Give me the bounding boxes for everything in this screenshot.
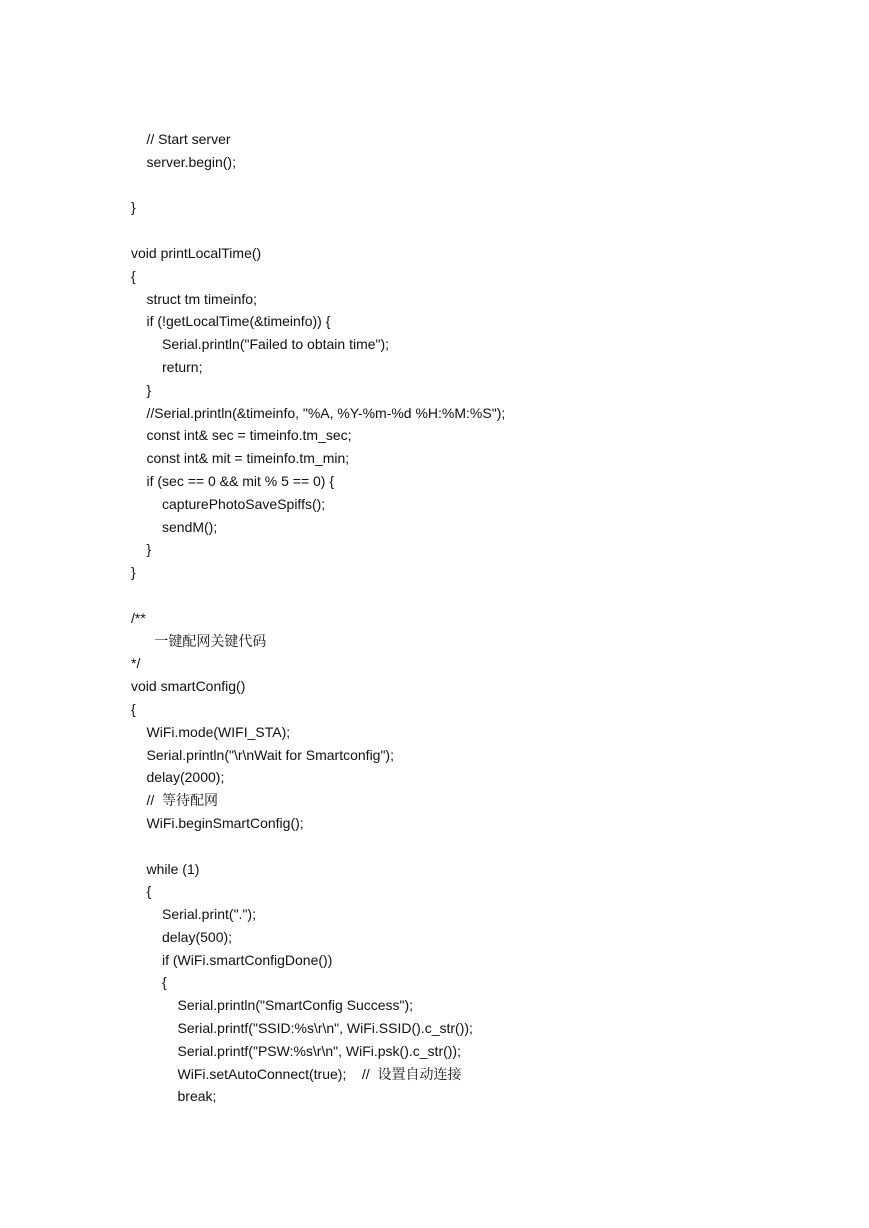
- code-line: Serial.printf("SSID:%s\r\n", WiFi.SSID().c_str());: [177, 1020, 473, 1037]
- code-line: void printLocalTime(): [131, 244, 262, 261]
- code-line: delay(2000);: [146, 769, 225, 786]
- code-line: }: [131, 564, 136, 581]
- code-line: {: [146, 883, 152, 900]
- code-line: const int& sec = timeinfo.tm_sec;: [146, 427, 352, 444]
- code-line: {: [162, 974, 167, 991]
- code-line: [131, 219, 831, 242]
- code-line: Serial.printf("PSW:%s\r\n", WiFi.psk().c_str());: [177, 1042, 461, 1059]
- code-line: return;: [162, 358, 203, 375]
- code-line: struct tm timeinfo;: [146, 290, 257, 307]
- code-line: /**: [131, 609, 146, 626]
- code-line: WiFi.mode(WIFI_STA);: [146, 723, 291, 740]
- code-line: WiFi.beginSmartConfig();: [146, 814, 304, 831]
- code-line: Serial.println("SmartConfig Success");: [177, 997, 414, 1014]
- code-line: while (1): [146, 860, 200, 877]
- code-line: {: [131, 700, 136, 717]
- code-line: server.begin();: [146, 153, 236, 170]
- code-line: break;: [177, 1088, 217, 1105]
- code-line: delay(500);: [162, 928, 233, 945]
- code-line: if (WiFi.smartConfigDone()): [162, 951, 333, 968]
- code-line: [131, 584, 831, 607]
- code-line: capturePhotoSaveSpiffs();: [162, 495, 326, 512]
- code-listing: [131, 128, 831, 1108]
- code-line: [131, 835, 831, 858]
- code-line: Serial.println("\r\nWait for Smartconfig");: [146, 746, 394, 763]
- code-line: void smartConfig(): [131, 678, 246, 695]
- code-line: Serial.println("Failed to obtain time");: [162, 336, 390, 353]
- code-line: }: [131, 199, 136, 216]
- code-line: if (!getLocalTime(&timeinfo)) {: [146, 313, 331, 330]
- code-line: // Start server: [146, 131, 231, 147]
- code-line: WiFi.setAutoConnect(true); // 设置自动连接: [177, 1065, 462, 1082]
- code-line: {: [131, 267, 136, 284]
- code-line: 一键配网关键代码: [131, 632, 267, 649]
- code-line: [131, 174, 831, 197]
- code-line: const int& mit = timeinfo.tm_min;: [146, 450, 350, 467]
- code-line: if (sec == 0 && mit % 5 == 0) {: [146, 472, 335, 489]
- code-line: */: [131, 655, 141, 672]
- code-line: //Serial.println(&timeinfo, "%A, %Y-%m-%d %H:%M:%S");: [146, 404, 506, 421]
- code-line: Serial.print(".");: [162, 906, 256, 923]
- code-line: }: [146, 541, 152, 558]
- code-line: }: [146, 381, 152, 398]
- code-line: // 等待配网: [146, 792, 219, 809]
- code-line: sendM();: [162, 518, 218, 535]
